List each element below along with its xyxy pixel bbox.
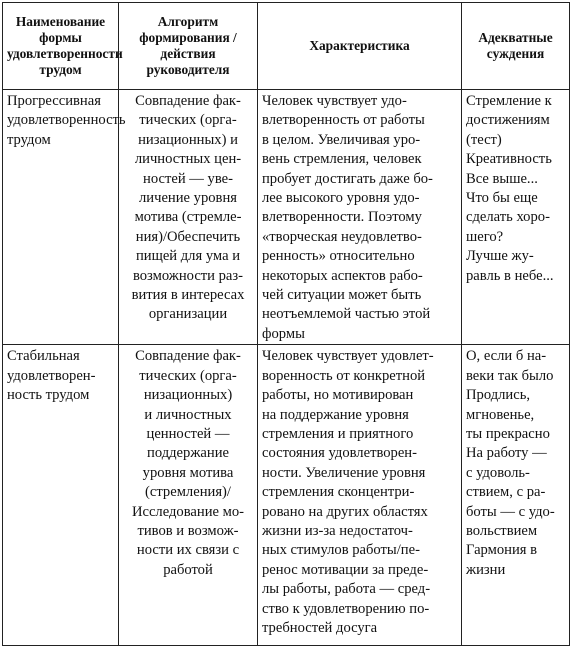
header-form-name <box>3 3 123 90</box>
header-algorithm-label: Алгоритм формирования / действия руководителя <box>139 14 237 77</box>
header-judgments <box>462 3 570 90</box>
forms-of-job-satisfaction-table <box>2 2 570 646</box>
form-name-text: Прогрессивная удовлетворенность трудом <box>7 93 126 148</box>
cell-algorithm <box>119 345 258 646</box>
cell-algorithm <box>119 90 258 345</box>
cell-form-name <box>3 345 119 646</box>
judgments-text: О, если б на- веки так было Продлись, мгновенье, ты прекрасно На работу — с удоволь- ствием, с ра- боты — с удо- вольствием Гармония в жизни <box>466 348 555 578</box>
cell-characteristic <box>258 345 462 646</box>
cell-judgments <box>462 90 570 345</box>
header-algorithm <box>119 3 258 90</box>
header-form-name-label: Наименование формы удовлетворенности трудом <box>7 14 123 77</box>
cell-judgments <box>462 345 570 646</box>
table-row <box>3 90 570 345</box>
characteristic-text: Человек чувствует удо- влетворенность от работы в целом. Увеличивая уро- вень стремления, человек пробует достигать даже бо- лее высокого уровня удо- влетворенности. Поэтому «творческая неудовлетво- ренность» относительно некоторых аспектов рабо- чей ситуации может быть неотъемлемой частью этой формы <box>262 93 433 342</box>
table-row <box>3 345 570 646</box>
form-name-text: Стабильная удовлетворен- ность трудом <box>7 348 96 404</box>
table-header-row <box>3 3 570 90</box>
cell-form-name <box>3 90 126 345</box>
header-characteristic <box>258 3 462 90</box>
algorithm-text: Совпадение фак- тических (орга- низационных) и личностных цен- ностей — уве- личение уровня мотива (стремле- ния)/Обеспечить пищей для ума и возможности раз- вития в интересах организации <box>131 93 245 323</box>
cell-characteristic <box>258 90 462 345</box>
header-judgments-label: Адекватные суждения <box>478 30 553 61</box>
judgments-text: Стремление к достижениям (тест) Креативность Все выше... Что бы еще сделать хоро- шего? Лучше жу- равль в небе... <box>466 93 554 284</box>
algorithm-text: Совпадение фак- тических (орга- низационных) и личностных ценностей — поддержание уровня мотива (стремления)/ Исследование мо- тивов и возмож- ности их связи с работой <box>131 348 245 578</box>
header-characteristic-label: Характеристика <box>309 38 410 53</box>
characteristic-text: Человек чувствует удовлет- воренность от конкретной работы, но мотивирован на поддержание уровня стремления и приятного состояния удовлетворен- ности. Увеличение уровня стремления сконцентри- ровано на других областях жизни из-за недостаточ- ных стимулов работы/пе- ренос мотивации за преде- лы работы, работа — сред- ство к удовлетворению по- требностей досуга <box>262 348 434 636</box>
